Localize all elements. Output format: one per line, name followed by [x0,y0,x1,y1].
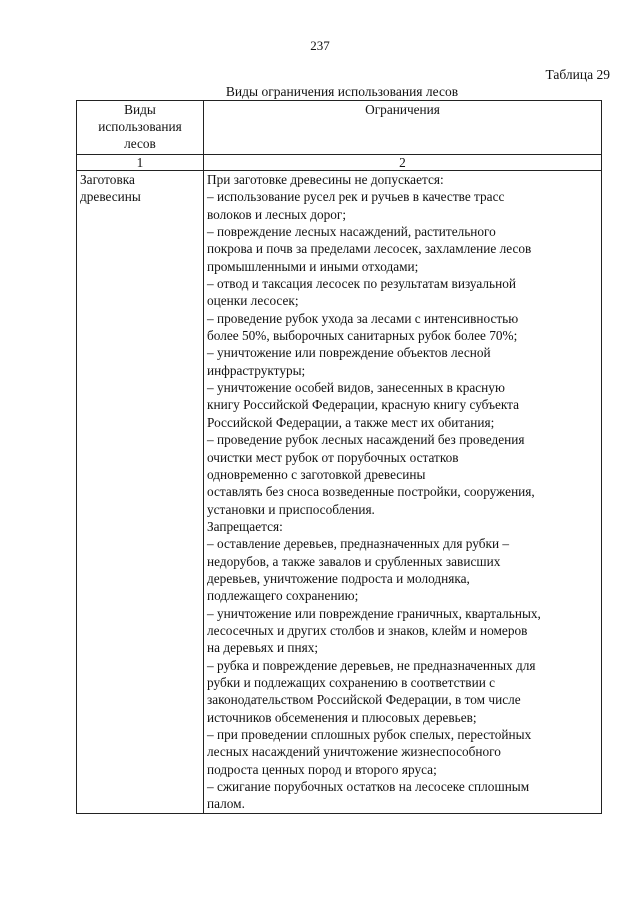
restriction-line: установки и приспособления. [207,501,375,517]
restriction-line: рубки и подлежащих сохранению в соответствии с [207,674,496,690]
restriction-line: на деревьях и пнях; [207,640,319,656]
restriction-line: одновременно с заготовкой древесины [207,466,426,482]
restriction-line: При заготовке древесины не допускается: [207,172,444,187]
restriction-line: инфраструктуры; [207,362,306,378]
restriction-line: – при проведении сплошных рубок спелых, перестойных [207,727,532,742]
restriction-line: – отвод и таксация лесосек по результатам визуальной [207,276,516,292]
header-use-types-line: Виды [124,102,156,117]
restrictions-table [76,100,602,814]
restriction-line: источников обсеменения и плюсовых деревьев; [207,709,477,725]
restrictions-cell [204,171,602,814]
restriction-line: – повреждение лесных насаждений, растительного [207,224,496,240]
column-number-2: 2 [204,155,602,171]
use-type-line: древесины [80,189,141,205]
restriction-line: – уничтожение или повреждение объектов лесной [207,345,491,361]
restriction-line: волоков и лесных дорог; [207,206,347,222]
restriction-line: – проведение рубок ухода за лесами с интенсивностью [207,310,519,326]
column-number-1: 1 [77,155,204,171]
table-row [77,171,602,814]
restriction-line: – оставление деревьев, предназначенных для рубки – [207,536,510,552]
header-use-types-line: лесов [124,136,156,151]
table-header-row [77,101,602,155]
restriction-line: Российской Федерации, а также мест их обитания; [207,414,495,430]
restriction-line: – уничтожение особей видов, занесенных в красную [207,380,505,396]
restriction-line: подроста ценных пород и второго яруса; [207,761,437,777]
restriction-line: – проведение рубок лесных насаждений без проведения [207,432,525,448]
table-label: Таблица 29 [545,67,610,82]
restriction-line: лесных насаждений уничтожение жизнеспособного [207,744,501,760]
restriction-line: оставлять без сноса возведенные постройки, сооружения, [207,484,535,500]
restriction-line: подлежащего сохранению; [207,588,359,604]
restriction-line: – использование русел рек и ручьев в качестве трасс [207,189,505,205]
restriction-line: палом. [207,796,245,812]
column-number-row [77,155,602,171]
header-use-types [77,101,204,155]
restriction-line: лесосечных и других столбов и знаков, клейм и номеров [207,622,528,638]
restriction-line: деревьев, уничтожение подроста и молодняка, [207,570,470,586]
header-restrictions: Ограничения [204,101,602,155]
restriction-line: оценки лесосек; [207,293,299,309]
table-title: Виды ограничения использования лесов [225,84,459,99]
restriction-line: книгу Российской Федерации, красную книгу субъекта [207,397,520,413]
restriction-line: промышленными и иными отходами; [207,258,419,274]
restriction-line: Запрещается: [207,518,283,534]
restriction-line: – уничтожение или повреждение граничных, квартальных, [207,605,541,621]
header-use-types-line: использования [98,119,182,134]
restriction-line: недорубов, а также завалов и срубленных зависших [207,553,501,569]
restriction-line: – рубка и повреждение деревьев, не предназначенных для [207,657,536,673]
restriction-line: законодательством Российской Федерации, в том числе [207,692,521,708]
restriction-line: более 50%, выборочных санитарных рубок более 70%; [207,328,518,344]
page-number: 237 [310,38,330,53]
restriction-line: очистки мест рубок от порубочных остатков [207,449,459,465]
restriction-line: – сжигание порубочных остатков на лесосеке сплошным [207,779,530,795]
use-type-line: Заготовка [80,172,135,187]
use-type-cell [77,171,204,814]
restriction-line: покрова и почв за пределами лесосек, захламление лесов [207,241,532,257]
